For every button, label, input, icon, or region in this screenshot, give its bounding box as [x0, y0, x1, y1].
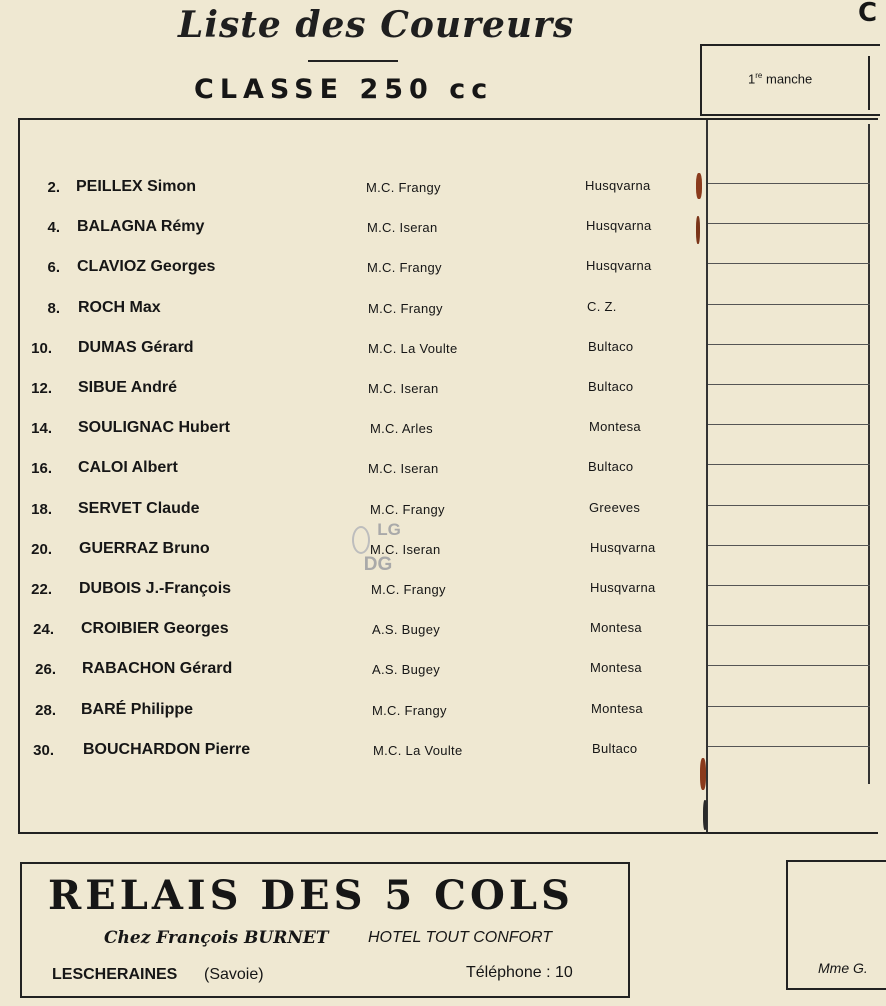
title-underline: [308, 60, 398, 62]
rust-mark: [700, 758, 706, 790]
rider-name: CLAVIOZ Georges: [77, 258, 216, 276]
rider-club: M.C. Iseran: [368, 381, 439, 396]
rider-make: Bultaco: [588, 459, 634, 475]
rider-name: DUBOIS J.-François: [79, 580, 232, 597]
rider-club: A.S. Bugey: [372, 622, 441, 638]
rider-name: GUERRAZ Bruno: [79, 539, 210, 557]
rider-make: Husqvarna: [585, 178, 651, 193]
score-entry-line: [708, 344, 870, 345]
rider-make: Husqvarna: [590, 580, 656, 595]
rider-club: M.C. La Voulte: [368, 340, 458, 356]
score-entry-line: [708, 464, 870, 465]
rider-club: M.C. Frangy: [370, 501, 445, 517]
rider-club: M.C. Frangy: [367, 260, 442, 276]
page-title: Liste des Coureurs: [178, 4, 575, 46]
score-entry-line: [708, 304, 870, 305]
rider-make: Montesa: [589, 419, 641, 435]
rider-club: M.C. La Voulte: [373, 742, 463, 758]
rider-club: M.C. Iseran: [368, 461, 439, 477]
rider-number: 10.: [31, 339, 52, 357]
rider-name: SIBUE André: [78, 379, 177, 396]
rider-make: C. Z.: [587, 298, 617, 314]
advert-tagline: HOTEL TOUT CONFORT: [368, 929, 553, 946]
score-entry-line: [708, 746, 870, 747]
rider-make: Husqvarna: [586, 258, 652, 274]
score-entry-line: [708, 424, 870, 425]
rider-name: BOUCHARDON Pierre: [83, 740, 251, 758]
rider-make: Husqvarna: [586, 218, 652, 234]
rider-make: Montesa: [591, 700, 643, 716]
rider-number: 28.: [35, 701, 56, 719]
rider-number: 22.: [31, 581, 52, 598]
score-entry-line: [708, 384, 870, 385]
rust-mark: [696, 173, 702, 199]
watermark-stamp: [352, 520, 404, 582]
rider-club: M.C. Frangy: [372, 702, 447, 718]
advert-owner: Chez François BURNET: [104, 928, 329, 948]
advert-right-text: Mme G.: [818, 960, 868, 976]
rider-number: 24.: [33, 621, 54, 639]
advert-phone: Téléphone : 10: [466, 964, 573, 981]
advert-title: RELAIS DES 5 COLS: [48, 872, 574, 919]
rider-number: 8.: [47, 299, 60, 317]
rider-make: Bultaco: [588, 379, 634, 394]
rider-name: BARÉ Philippe: [81, 700, 194, 718]
corner-letter: C: [858, 0, 878, 28]
rider-club: A.S. Bugey: [372, 662, 441, 678]
rust-mark: [696, 216, 700, 244]
rider-club: M.C. Iseran: [370, 541, 441, 557]
rider-club: M.C. Iseran: [367, 220, 438, 236]
rider-name: SOULIGNAC Hubert: [78, 419, 230, 437]
rider-make: Montesa: [590, 620, 642, 636]
watermark-line1: LG: [377, 520, 401, 539]
rider-club: M.C. Arles: [370, 421, 433, 437]
rider-make: Bultaco: [588, 338, 634, 354]
score-entry-line: [708, 263, 870, 264]
rider-make: Greeves: [589, 499, 641, 515]
rider-name: CROIBIER Georges: [81, 620, 229, 638]
score-entry-line: [708, 625, 870, 626]
rider-number: 4.: [47, 219, 60, 237]
rider-number: 16.: [31, 460, 52, 478]
score-entry-line: [708, 585, 870, 586]
score-column-separator: [706, 120, 708, 832]
rider-name: PEILLEX Simon: [76, 178, 197, 195]
rider-make: Husqvarna: [590, 539, 656, 555]
rider-name: CALOI Albert: [78, 459, 178, 477]
score-entry-line: [708, 545, 870, 546]
heading-text: manche: [765, 71, 813, 87]
score-column-heading: [748, 71, 812, 86]
score-entry-line: [708, 665, 870, 666]
heading-ordinal: 1: [748, 71, 756, 87]
rider-name: RABACHON Gérard: [82, 660, 233, 678]
rust-mark: [703, 800, 707, 830]
rider-number: 18.: [31, 500, 52, 518]
rider-name: DUMAS Gérard: [78, 338, 194, 356]
rider-number: 2.: [47, 179, 60, 196]
rider-club: M.C. Frangy: [366, 180, 441, 195]
watermark-line2: DG: [363, 554, 393, 575]
rider-number: 6.: [47, 259, 60, 277]
rider-make: Montesa: [590, 660, 642, 676]
score-entry-line: [708, 183, 870, 184]
score-entry-line: [708, 223, 870, 224]
rider-number: 26.: [35, 661, 56, 679]
score-column-divider: [868, 56, 870, 110]
rider-club: M.C. Frangy: [368, 300, 443, 316]
class-heading: CLASSE 250 cc: [194, 74, 494, 105]
rider-number: 30.: [33, 741, 54, 759]
rider-number: 20.: [31, 540, 52, 558]
score-entry-line: [708, 505, 870, 506]
advert-region: (Savoie): [204, 966, 264, 983]
heading-suffix: re: [755, 71, 763, 80]
advert-city: LESCHERAINES: [52, 966, 178, 983]
rider-number: 14.: [31, 420, 52, 438]
rider-make: Bultaco: [592, 740, 638, 756]
score-entry-line: [708, 706, 870, 707]
rider-name: SERVET Claude: [78, 499, 200, 517]
rider-number: 12.: [31, 380, 52, 397]
rider-club: M.C. Frangy: [371, 582, 446, 597]
rider-name: ROCH Max: [78, 298, 161, 316]
rider-name: BALAGNA Rémy: [77, 218, 205, 236]
